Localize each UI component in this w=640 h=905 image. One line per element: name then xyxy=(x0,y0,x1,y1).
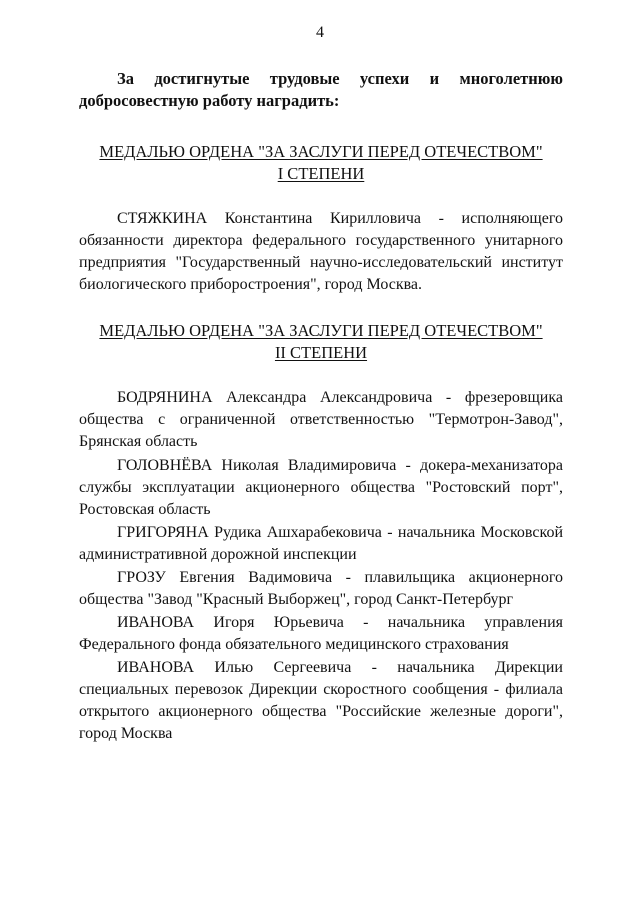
heading-line: МЕДАЛЬЮ ОРДЕНА "ЗА ЗАСЛУГИ ПЕРЕД ОТЕЧЕСТВОМ" xyxy=(99,142,543,161)
page-number: 4 xyxy=(316,24,324,41)
award-entry xyxy=(79,522,563,566)
award-entry xyxy=(79,387,563,453)
award-entry xyxy=(79,208,563,296)
award-heading-first-degree xyxy=(79,141,563,185)
entry-line: ГРИГОРЯНА Рудика Ашхарабековича - начальника Московской xyxy=(117,524,563,541)
entry-line: город Москва xyxy=(79,725,173,742)
entry-line: общества с ограниченной ответственностью "Термотрон-Завод", xyxy=(79,411,563,428)
entry-line: службы эксплуатации акционерного общества "Ростовский порт", xyxy=(79,479,563,496)
entry-line: ГОЛОВНЁВА Николая Владимировича - докера-механизатора xyxy=(117,457,563,474)
entry-line: СТЯЖКИНА Константина Кирилловича - исполняющего xyxy=(117,210,563,227)
entry-line: административной дорожной инспекции xyxy=(79,546,357,563)
entry-line: ГРОЗУ Евгения Вадимовича - плавильщика акционерного xyxy=(117,569,563,586)
entry-line: специальных перевозок Дирекции скоростного сообщения - филиала xyxy=(79,681,563,698)
award-entry xyxy=(79,657,563,745)
heading-line: МЕДАЛЬЮ ОРДЕНА "ЗА ЗАСЛУГИ ПЕРЕД ОТЕЧЕСТВОМ" xyxy=(99,321,543,340)
intro-line: За достигнутые трудовые успехи и многолетнюю xyxy=(117,69,563,88)
entry-line: ИВАНОВА Илью Сергеевича - начальника Дирекции xyxy=(117,659,563,676)
heading-line: I СТЕПЕНИ xyxy=(277,164,365,183)
entry-line: предприятия "Государственный научно-исследовательский институт xyxy=(79,254,563,271)
entry-line: открытого акционерного общества "Российские железные дороги", xyxy=(79,703,563,720)
entry-line: Ростовская область xyxy=(79,501,211,518)
award-entry xyxy=(79,612,563,656)
entry-line: обязанности директора федерального государственного унитарного xyxy=(79,232,563,249)
intro-paragraph xyxy=(79,68,563,112)
award-entry xyxy=(79,567,563,611)
entry-line: биологического приборостроения", город Москва. xyxy=(79,276,423,293)
entry-line: Федерального фонда обязательного медицинского страхования xyxy=(79,636,509,653)
entry-line: Брянская область xyxy=(79,433,198,450)
entry-line: БОДРЯНИНА Александра Александровича - фрезеровщика xyxy=(117,389,563,406)
entry-line: ИВАНОВА Игоря Юрьевича - начальника управления xyxy=(117,614,563,631)
award-entry xyxy=(79,455,563,521)
heading-line: II СТЕПЕНИ xyxy=(274,343,368,362)
award-heading-second-degree xyxy=(79,320,563,364)
intro-line: добросовестную работу наградить: xyxy=(79,91,340,110)
entry-line: общества "Завод "Красный Выборжец", город Санкт-Петербург xyxy=(79,591,514,608)
